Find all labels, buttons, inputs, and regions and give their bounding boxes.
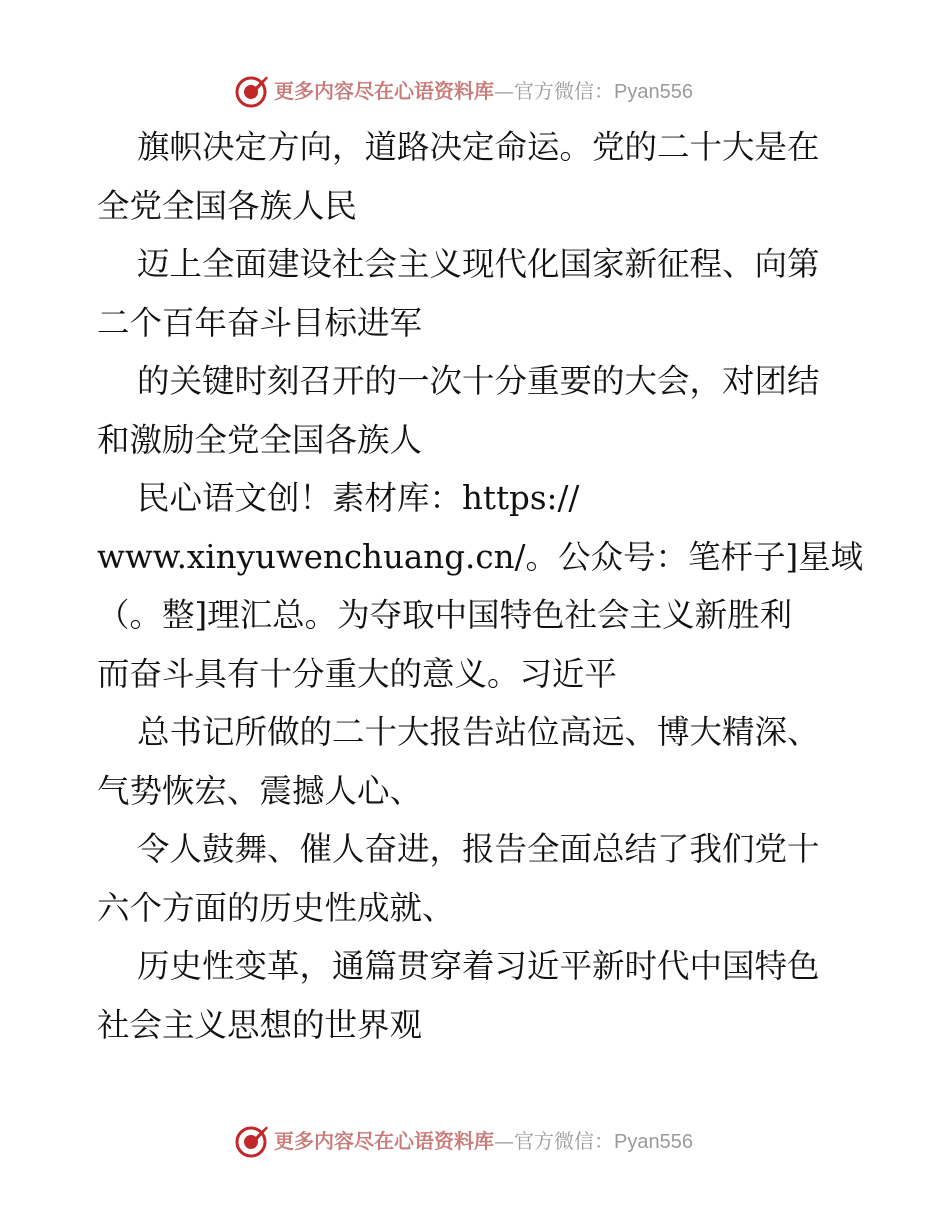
text-line: 二个百年奋斗目标进军 [97,303,423,342]
banner-dash: — [494,79,514,103]
footer-banner-text [274,1129,693,1154]
text-line: 总书记所做的二十大报告站位高远、博大精深、 [137,713,820,751]
footer-banner [0,1121,950,1161]
banner-brand: 更多内容尽在心语资料库 [274,79,494,103]
text-line: 和激励全党全国各族人 [97,420,423,459]
text-line: 气势恢宏、震撼人心、 [97,771,423,810]
banner-wechat-id: Pyan556 [614,1131,693,1153]
header-banner-text [274,79,693,104]
text-line: 全党全国各族人民 [97,186,358,225]
quill-logo-icon [234,1123,270,1159]
banner-dash: — [494,1129,514,1153]
quill-logo-icon [234,73,270,109]
header-banner [0,71,950,111]
banner-brand: 更多内容尽在心语资料库 [274,1129,494,1153]
text-line: 历史性变革，通篇贯穿着习近平新时代中国特色 [137,947,820,985]
body-text [97,118,864,1054]
banner-wechat-label: 官方微信： [514,1129,614,1153]
text-line: （。整]理汇总。为夺取中国特色社会主义新胜利 [97,596,793,634]
text-line: 民心语文创！素材库：https:// [137,479,580,517]
text-line: 迈上全面建设社会主义现代化国家新征程、向第 [137,245,820,283]
banner-wechat-label: 官方微信： [514,79,614,103]
text-line: www.xinyuwenchuang.cn/。公众号：笔杆子]星域 [97,537,864,576]
text-line: 社会主义思想的世界观 [97,1005,423,1044]
banner-wechat-id: Pyan556 [614,81,693,103]
text-line: 的关键时刻召开的一次十分重要的大会，对团结 [137,362,820,400]
text-line: 旗帜决定方向，道路决定命运。党的二十大是在 [137,128,820,166]
text-line: 而奋斗具有十分重大的意义。习近平 [97,654,618,693]
text-line: 令人鼓舞、催人奋进，报告全面总结了我们党十 [137,830,820,868]
text-line: 六个方面的历史性成就、 [97,888,455,927]
